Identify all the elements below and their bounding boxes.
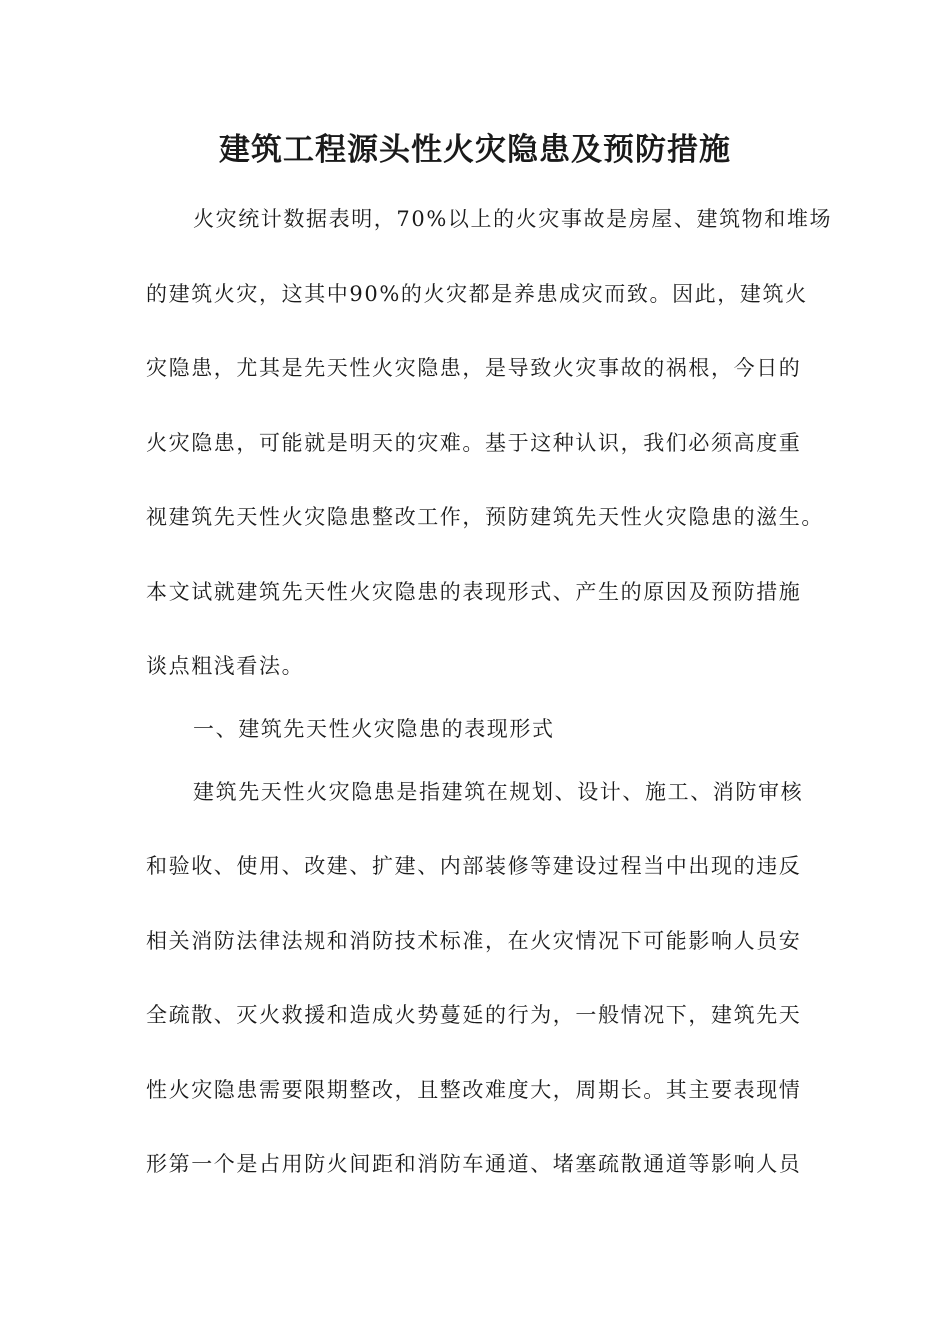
document-title: 建筑工程源头性火灾隐患及预防措施 xyxy=(219,132,731,168)
paragraph-line: 建筑先天性火灾隐患是指建筑在规划、设计、施工、消防审核 xyxy=(193,780,804,804)
section-heading: 一、建筑先天性火灾隐患的表现形式 xyxy=(193,717,555,741)
paragraph-line: 视建筑先天性火灾隐患整改工作，预防建筑先天性火灾隐患的滋生。 xyxy=(146,505,824,529)
paragraph-line: 灾隐患，尤其是先天性火灾隐患，是导致火灾事故的祸根，今日的 xyxy=(146,356,802,380)
paragraph-line: 相关消防法律法规和消防技术标准，在火灾情况下可能影响人员安 xyxy=(146,929,802,953)
paragraph-line: 本文试就建筑先天性火灾隐患的表现形式、产生的原因及预防措施 xyxy=(146,580,802,604)
paragraph-line: 火灾隐患，可能就是明天的灾难。基于这种认识，我们必须高度重 xyxy=(146,431,802,455)
paragraph-line: 性火灾隐患需要限期整改，且整改难度大，周期长。其主要表现情 xyxy=(146,1078,802,1102)
paragraph-line: 形第一个是占用防火间距和消防车通道、堵塞疏散通道等影响人员 xyxy=(146,1152,802,1176)
paragraph-line: 谈点粗浅看法。 xyxy=(146,654,305,678)
paragraph-line: 和验收、使用、改建、扩建、内部装修等建设过程当中出现的违反 xyxy=(146,854,802,878)
paragraph-line: 全疏散、灭火救援和造成火势蔓延的行为，一般情况下，建筑先天 xyxy=(146,1003,802,1027)
paragraph-line: 火灾统计数据表明，70%以上的火灾事故是房屋、建筑物和堆场 xyxy=(193,207,833,231)
paragraph-line: 的建筑火灾，这其中90%的火灾都是养患成灾而致。因此，建筑火 xyxy=(146,282,808,306)
